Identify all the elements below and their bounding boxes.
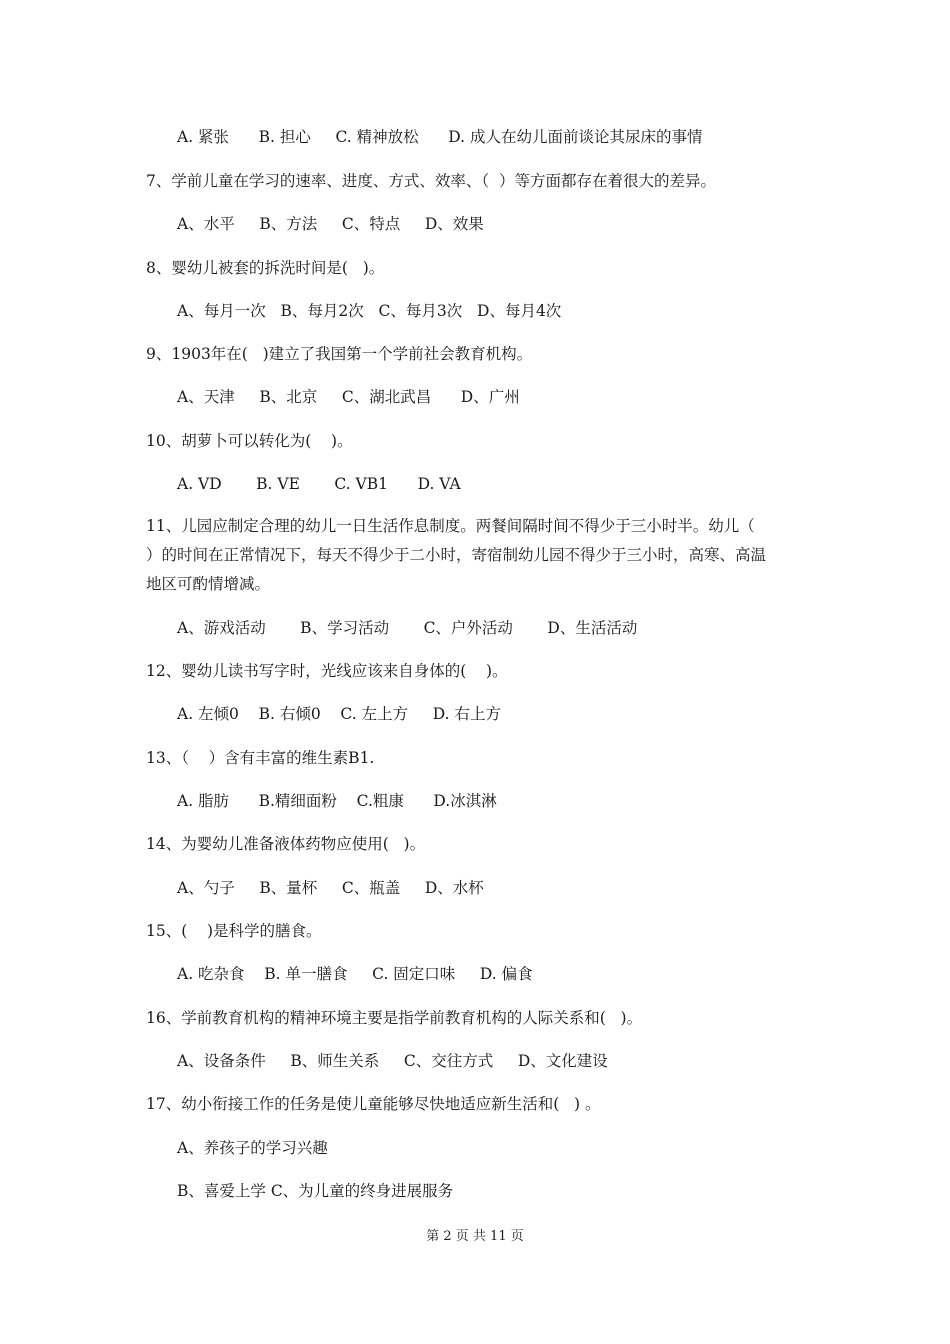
q17-option-bc: B、喜爱上学 C、为儿童的终身进展服务: [177, 1182, 454, 1200]
q7-stem: 7、学前儿童在学习的速率、进度、方式、效率、（ ）等方面都存在着很大的差异。: [146, 172, 716, 190]
q10-stem: 10、胡萝卜可以转化为( )。: [146, 432, 353, 450]
q16-stem: 16、学前教育机构的精神环境主要是指学前教育机构的人际关系和( )。: [146, 1009, 643, 1027]
page-number-footer: 第 2 页 共 11 页: [426, 1229, 524, 1244]
q17-option-a: A、养孩子的学习兴趣: [177, 1139, 328, 1157]
q15-options: A. 吃杂食 B. 单一膳食 C. 固定口味 D. 偏食: [177, 965, 533, 983]
q8-options: A、每月一次 B、每月2次 C、每月3次 D、每月4次: [177, 302, 562, 320]
q9-options: A、天津 B、北京 C、湖北武昌 D、广州: [177, 388, 520, 406]
q11-stem-line: 地区可酌情增减。: [146, 575, 271, 593]
q6-options: A. 紧张 B. 担心 C. 精神放松 D. 成人在幼儿面前谈论其尿床的事情: [177, 128, 703, 146]
q11-stem-line: 11、儿园应制定合理的幼儿一日生活作息制度。两餐间隔时间不得少于三小时半。幼儿（: [146, 517, 755, 535]
q16-options: A、设备条件 B、师生关系 C、交往方式 D、文化建设: [177, 1052, 608, 1070]
q11-stem-line: ）的时间在正常情况下，每天不得少于二小时，寄宿制幼儿园不得少于三小时，高寒、高温: [146, 546, 767, 564]
q14-options: A、勺子 B、量杯 C、瓶盖 D、水杯: [177, 879, 484, 897]
q11-options: A、游戏活动 B、学习活动 C、户外活动 D、生活活动: [177, 619, 638, 637]
q14-stem: 14、为婴幼儿准备液体药物应使用( )。: [146, 835, 426, 853]
q12-stem: 12、婴幼儿读书写字时，光线应该来自身体的( )。: [146, 662, 508, 680]
q8-stem: 8、婴幼儿被套的拆洗时间是( )。: [146, 259, 385, 277]
q15-stem: 15、( )是科学的膳食。: [146, 922, 322, 940]
q9-stem: 9、1903年在( )建立了我国第一个学前社会教育机构。: [146, 345, 533, 363]
q17-stem: 17、幼小衔接工作的任务是使儿童能够尽快地适应新生活和( ) 。: [146, 1095, 601, 1113]
q11-stem: [146, 512, 811, 599]
q7-options: A、水平 B、方法 C、特点 D、效果: [177, 215, 484, 233]
q12-options: A. 左倾0 B. 右倾0 C. 左上方 D. 右上方: [177, 705, 501, 723]
q13-stem: 13、（ ）含有丰富的维生素B1.: [146, 749, 375, 767]
q13-options: A. 脂肪 B.精细面粉 C.粗康 D.冰淇淋: [177, 792, 497, 810]
q10-options: A. VD B. VE C. VB1 D. VA: [177, 475, 461, 493]
